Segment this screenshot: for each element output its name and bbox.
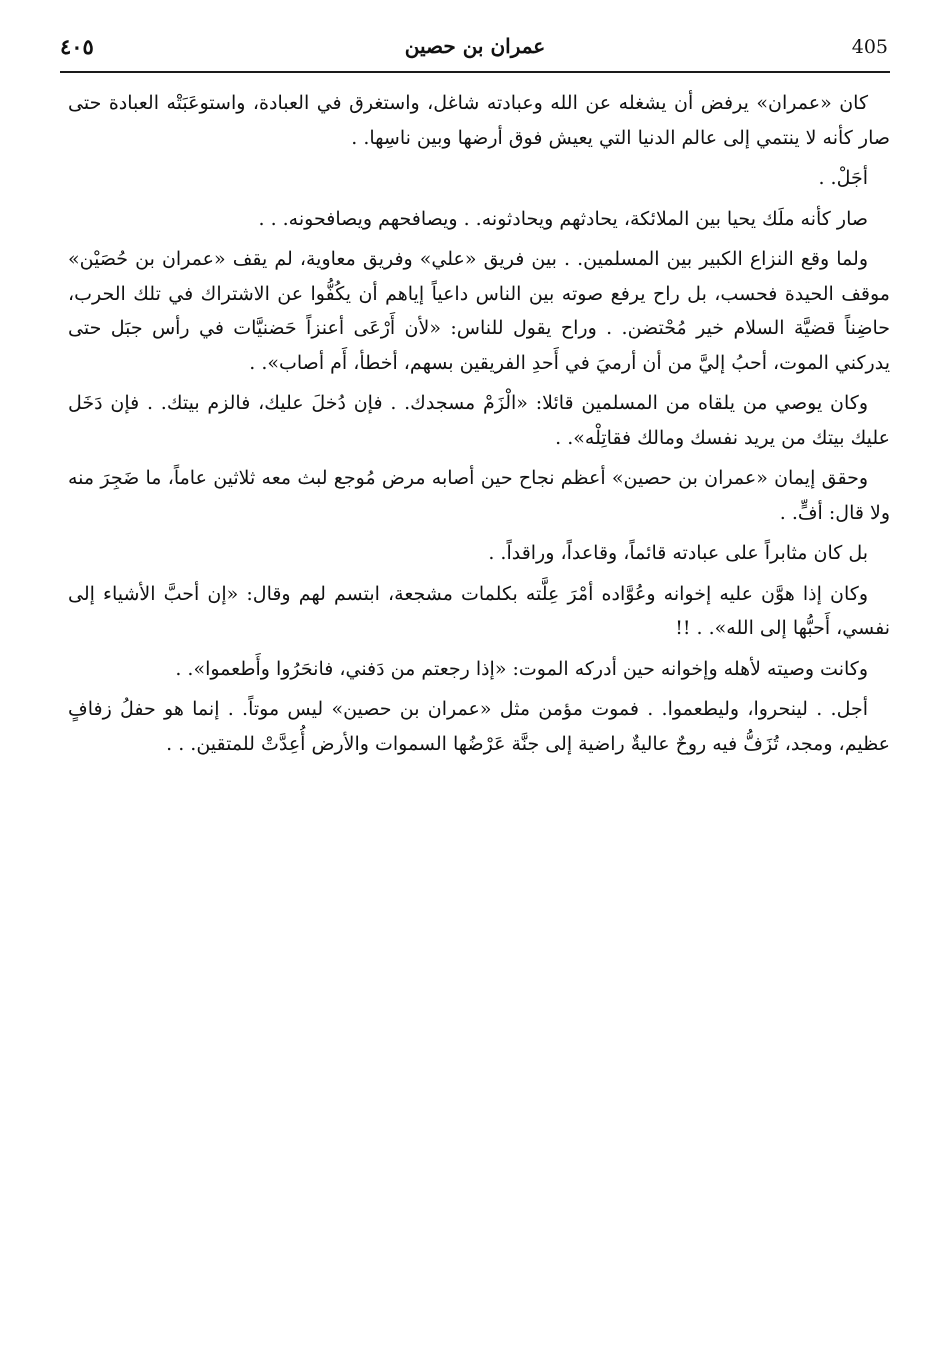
page-number-western: 405 <box>851 36 888 58</box>
paragraph: أجَلْ. . <box>818 167 868 189</box>
paragraph: أجل. . لينحروا، وليطعموا. . فموت مؤمن مثل «عمران بن حصين» ليس موتاً. . إنما هو حفلُ زفافٍ عظيم، ومجد، تُزَفُّ فيه روحٌ عاليةٌ راضية إلى جنَّة عَرْضُها السموات والأرض أُعِدَّتْ للمتقين. . . <box>68 698 890 755</box>
page-number-arabic: ٤٠٥ <box>60 34 94 59</box>
paragraph: كان «عمران» يرفض أن يشغله عن الله وعبادته شاغل، واستغرق في العبادة، واستوعَبَتْه العبادة حتى صار كأنه لا ينتمي إلى عالم الدنيا التي يعيش فوق أرضها وبين ناسِها. . <box>68 92 890 149</box>
paragraph: وكانت وصيته لأهله وإخوانه حين أدركه الموت: «إذا رجعتم من دَفني، فانحَرُوا وأَطعموا». . <box>175 657 868 680</box>
paragraph: بل كان مثابراً على عبادته قائماً، وقاعداً، وراقداً. . <box>488 542 868 564</box>
paragraph: صار كأنه ملَك يحيا بين الملائكة، يحادثهم ويحادثونه. . ويصافحهم ويصافحونه. . . <box>258 207 868 230</box>
paragraph: وكان يوصي من يلقاه من المسلمين قائلا: «الْزَمْ مسجدك. . فإن دُخلَ عليك، فالزم بيتك. . فإن دَخَل عليك بيتك من يريد نفسك ومالك فقاتِلْه». . <box>68 392 890 449</box>
page-header <box>60 30 890 66</box>
paragraph: وكان إذا هوَّن عليه إخوانه وعُوَّاده أمْرَ عِلَّته بكلمات مشجعة، ابتسم لهم وقال: «إن أحبَّ الأشياء إلى نفسي، أَحبُّها إلى الله». . !! <box>68 582 890 639</box>
header-divider <box>60 71 890 73</box>
paragraph: ولما وقع النزاع الكبير بين المسلمين. . بين فريق «علي» وفريق معاوية، لم يقف «عمران بن حُصَيْن» موقف الحيدة فحسب، بل راح يرفع صوته بين الناس داعياً إياهم أن يكُفُّوا عن الاشتراك في تلك الحرب، حاضِناً قضيَّة السلام خير مُحْتضن. . وراح يقول للناس: «لأن أَرْعَى أعنزاً حَضنيَّات في رأس جبَل حتى يدركني الموت، أحبُ إليَّ من أن أرميَ في أَحدِ الفريقين بسهم، أخطأ، أَم أصاب». . <box>68 248 890 374</box>
page-body <box>68 86 890 767</box>
paragraph: وحقق إيمان «عمران بن حصين» أعظم نجاح حين أصابه مرض مُوجع لبث معه ثلاثين عاماً، ما ضَجِرَ منه ولا قال: أفٍّ. . <box>68 467 890 524</box>
running-title: عمران بن حصين <box>404 34 546 58</box>
